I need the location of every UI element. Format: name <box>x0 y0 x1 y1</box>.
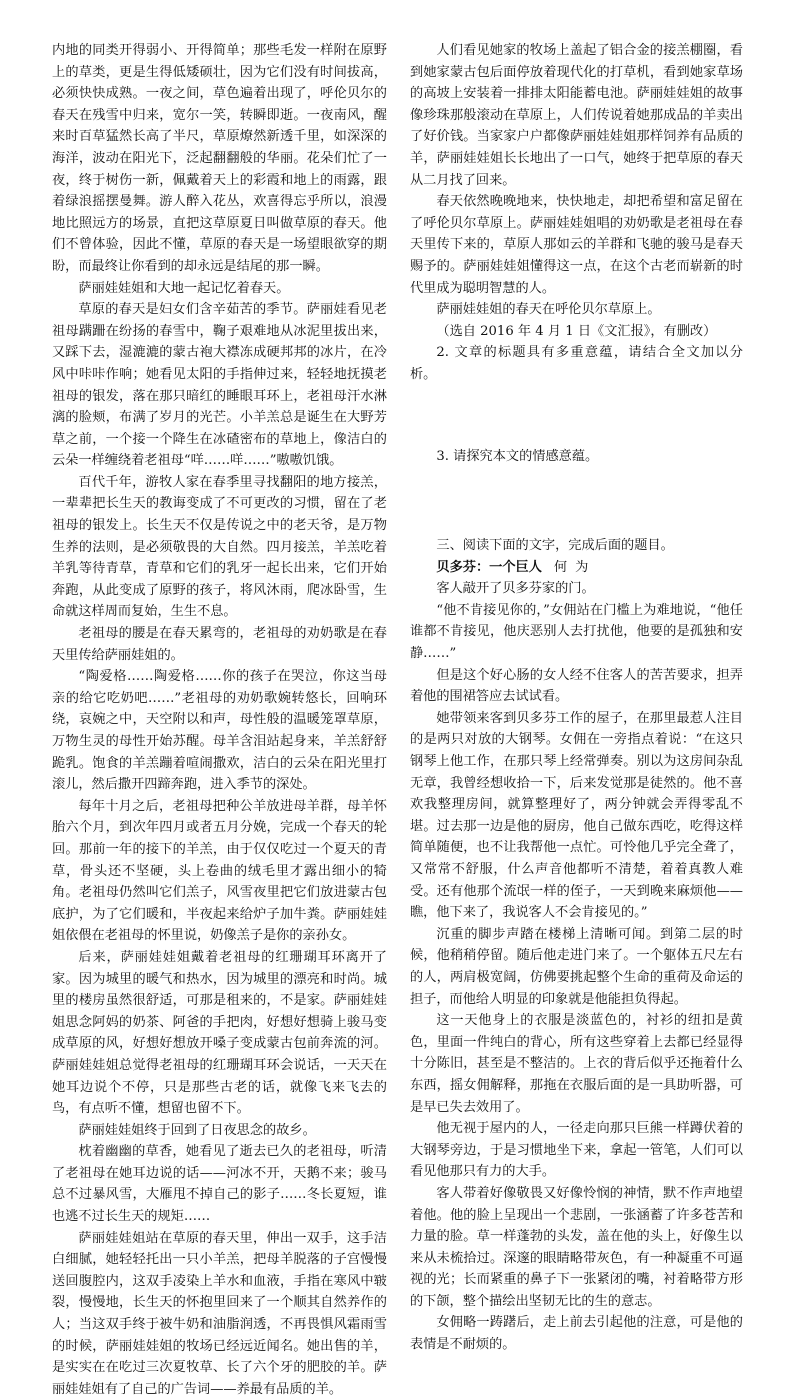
story-text <box>410 578 743 1355</box>
source-note: （选自 2016 年 4 月 1 日《文汇报》，有删改） <box>436 323 717 339</box>
story-paragraph: 客人带着好像敬畏又好像怜悯的神情，默不作声地望着他。他的脸上呈现出一个悲剧，一张涵蓄了许多苍苦和力量的脸。草一样蓬勃的头发，盖在他的头上，好像生以来从未梳拾过。深邃的眼睛略带灰色，有一种凝重不可逼视的光；长而紧重的鼻子下一张紧闭的嘴，衬着略带方形的下颌，整个描绘出坚韧无比的生的意志。 <box>410 1185 743 1309</box>
left-column <box>52 40 387 1400</box>
essay-paragraph: 百代千年，游牧人家在春季里寻找翻阳的地方接羔，一辈辈把长生天的教诲变成了不可更改的习惯，留在了老祖母的银发上。长生天不仅是传说之中的老天爷，是万物生养的法则，是必须敬畏的大自然。四月接羔，羊羔吃着羊乳等待青草，青草和它们的乳牙一起长出来，它们开始奔跑，从此变成了原野的孩子，将风沐雨，爬冰卧雪，生命就这样周而复始，生生不息。 <box>52 474 387 620</box>
essay-paragraph: 后来，萨丽娃娃姐戴着老祖母的红珊瑚耳环离开了家。因为城里的暖气和热水，因为城里的漂亮和时尚。城里的楼房虽然很舒适，可那是租来的，不是家。萨丽娃娃姐思念阿妈的奶茶、阿爸的手把肉，好想好想骑上骏马变成草原的风，好想好想放开嗓子变成蒙古包前奔流的河。萨丽娃娃姐总觉得老祖母的红珊瑚耳环会说话，一天天在她耳边说个不停，只是那些古老的话，就像飞来飞去的鸟，有点听不懂，想留也留不下。 <box>52 949 387 1117</box>
story-paragraph: 客人敲开了贝多芬家的门。 <box>436 581 595 597</box>
story-paragraph: 但是这个好心肠的女人经不住客人的苦苦要求，担弄着他的围裙答应去试试看。 <box>410 667 743 705</box>
section-3-heading: 三、阅读下面的文字，完成后面的题目。 <box>436 538 674 554</box>
essay-paragraph: 枕着幽幽的草香，她看见了逝去已久的老祖母，听清了老祖母在她耳边说的话——河冰不开，天鹅不来；骏马总不过暴风雪，大雁甩不掉自己的影子……冬长夏短，谁也逃不过长生天的规矩…… <box>52 1144 387 1225</box>
story-title-line <box>410 557 743 579</box>
story-paragraph: 他无视于屋内的人，一径走向那只巨熊一样蹲伏着的大钢琴旁边，于是习惯地坐下来，拿起一管笔，人们可以看见他那只有力的大手。 <box>410 1121 743 1180</box>
essay-continuation <box>410 40 743 321</box>
essay-paragraph: “陶爱格……陶爱格……你的孩子在哭泣，你这当母亲的给它吃奶吧……”老祖母的劝奶歌婉转悠长，回响环绕，哀婉之中，天空附以和声，母性般的温暖笼罩草原，万物生灵的母性开始苏醒。母羊含泪站起身来，羊羔舒舒跪乳。饱食的羊羔蹦着喧闹撒欢，洁白的云朵在阳光里打滚儿，然后撒开四蹄奔跑，进入季节的深处。 <box>52 669 387 793</box>
story-paragraph: 沉重的脚步声踏在楼梯上清晰可闻。到第二层的时候，他稍稍停留。随后他走进门来了。一个躯体五尺左右的人，两肩极宽阔，仿佛要挑起整个生命的重荷及命运的担子，而他给人明显的印象就是他能担负得起。 <box>410 926 743 1007</box>
essay-paragraph: 草原的春天是妇女们含辛茹苦的季节。萨丽娃看见老祖母蹒跚在纷扬的春雪中，鞠子艰难地从冰泥里拔出来，又踩下去，湿漉漉的蒙古袍大襟冻成硬邦邦的冰片，在冷风中咔咔作响；她看见太阳的手指伸过来，轻轻地抚摸老祖母的银发，落在那只暗红的睡眼耳环上，老祖母汗水淋漓的脸颊，布满了岁月的光芒。小羊羔总是诞生在大野芳草之前，一个接一个降生在冰碴密布的草地上，像洁白的云朵一样缠绕着老祖母“咩……咩……”嗷嗷饥饿。 <box>52 302 387 469</box>
story-paragraph: 女佣略一踌躇后，走上前去引起他的注意，可是他的表情是不耐烦的。 <box>410 1315 743 1353</box>
essay-paragraph: 老祖母的腰是在春天累弯的，老祖母的劝奶歌是在春天里传给萨丽娃姐的。 <box>52 626 387 663</box>
question-2: 2. 文章的标题具有多重意蕴，请结合全文加以分析。 <box>410 345 743 382</box>
right-column <box>410 40 743 1356</box>
story-paragraph: 这一天他身上的衣服是淡蓝色的，衬衫的纽扣是黄色，里面一件纯白的背心，所有这些穿着上去都已经显得十分陈旧，甚至是不整洁的。上衣的背后似乎还拖着什么东西，摇女佣解释，那拖在衣服后面的是一具助听器，可是早已失去效用了。 <box>410 1013 743 1115</box>
essay-paragraph: 内地的同类开得弱小、开得简单；那些毛发一样附在原野上的草类，更是生得低矮硕壮，因为它们没有时间拔高，必须快快成熟。一夜之间，草色遍着出现了，呼伦贝尔的春天在残雪中归来，宽尔一笑，转瞬即逝。一夜南风，醒来时百草猛然长高了半尺，草原燎然新透千里，如深深的海洋，波动在阳光下，泛起翻翻般的华丽。花朵们忙了一夜，终于树伤一新，佩戴着天上的彩霞和地上的雨露，跟着绿浪摇摆曼舞。游人醉入花丛，欢喜得忘乎所以，浪漫地比照远方的场景，直把这草原夏日叫做草原的春天。他们不曾体验，因此不懂，草原的春天是一场望眼欲穿的期盼，而最终让你看到的却永远是结尾的那一瞬。 <box>52 43 387 274</box>
story-paragraph: “他不肯接见你的，”女佣站在门槛上为难地说，“他任谁都不肯接见，他庆恶别人去打扰他，他要的是孤独和安静……” <box>410 602 743 662</box>
story-paragraph: 她带领来客到贝多芬工作的屋子，在那里最惹人注目的是两只对放的大钢琴。女佣在一旁指点着说：“在这只钢琴上他工作，在那只琴上经常弹奏。别以为这房间杂乱无章，我曾经想收拾一下，后来发觉那是徒然的。他不喜欢我整理房间，就算整理好了，两分钟就会弄得零乱不堪。过去那一边是他的厨房，他自己做东西吃，吃得这样简单随便，也不让我帮他一点忙。可怜他几乎完全聋了，又常常不舒服，什么声音他都听不清楚，着着真教人难受。还有他那个流氓一样的侄子，一天到晚来麻烦他——瞧，他下来了，我说客人不会肯接见的。” <box>410 710 743 921</box>
essay-paragraph: 每年十月之后，老祖母把种公羊放进母羊群，母羊怀胎六个月，到次年四月或者五月分娩，完成一个春天的轮回。那前一年的接下的羊羔，由于仅仅吃过一个夏天的青草，骨头还不坚硬，头上卷曲的绒毛里才露出细小的犄角。老祖母仍然叫它们羔子，风雪夜里把它们放进蒙古包底护，为了它们暖和，半夜起来给炉子加牛粪。萨丽娃娃姐依偎在老祖母的怀里说，奶像羔子是你的亲孙女。 <box>52 798 387 944</box>
story-title: 贝多芬：一个巨人 <box>436 559 542 575</box>
story-author: 何为 <box>553 559 597 575</box>
essay-paragraph: 萨丽娃娃姐和大地一起记忆着春天。 <box>78 280 290 296</box>
question-3: 3. 请探究本文的情感意蕴。 <box>436 448 599 464</box>
essay-paragraph: 萨丽娃娃姐的春天在呼伦贝尔草原上。 <box>436 302 661 318</box>
essay-paragraph: 萨丽娃娃姐站在草原的春天里，伸出一双手，这手洁白细腻，她轻轻托出一只小羊羔，把母羊脱落的子宫慢慢送回腹腔内，这双手凌染上羊水和血液，手指在寒风中皲裂，慢慢地，长生天的怀抱里回来了一个顺其自然养作的人；当这双手终于被牛奶和油脂润透，不再畏惧风霜雨雪的时候，萨丽娃娃姐的牧场已经远近闻名。她出售的羊，是实实在在吃过三次夏牧草、长了六个牙的肥胶的羊。萨丽娃娃姐有了自己的广告词——养最有品质的羊。 <box>52 1230 387 1397</box>
essay-paragraph: 人们看见她家的牧场上盖起了铝合金的接羔棚圈，看到她家蒙古包后面停放着现代化的打草机，看到她家草场的高坡上安装着一排排太阳能蓄电池。萨丽娃娃姐的故事像珍珠那般滚动在草原上，人们传说着她那成品的羊卖出了好价钱。当家家户户都像萨丽娃娃姐那样饲养有品质的羊，萨丽娃娃姐长长地出了一口气，她终于把草原的春天从二月找了回来。 <box>410 43 743 188</box>
essay-paragraph: 萨丽娃娃姐终于回到了日夜思念的故乡。 <box>78 1122 316 1138</box>
essay-paragraph: 春天依然晚晚地来，快快地走，却把希望和富足留在了呼伦贝尔草原上。萨丽娃娃姐唱的劝奶歌是老祖母在春天里传下来的，草原人那如云的羊群和飞驰的骏马是春天赐予的。萨丽娃娃姐懂得这一点，在这个古老而崭新的时代里成为聪明智慧的人。 <box>410 194 743 296</box>
